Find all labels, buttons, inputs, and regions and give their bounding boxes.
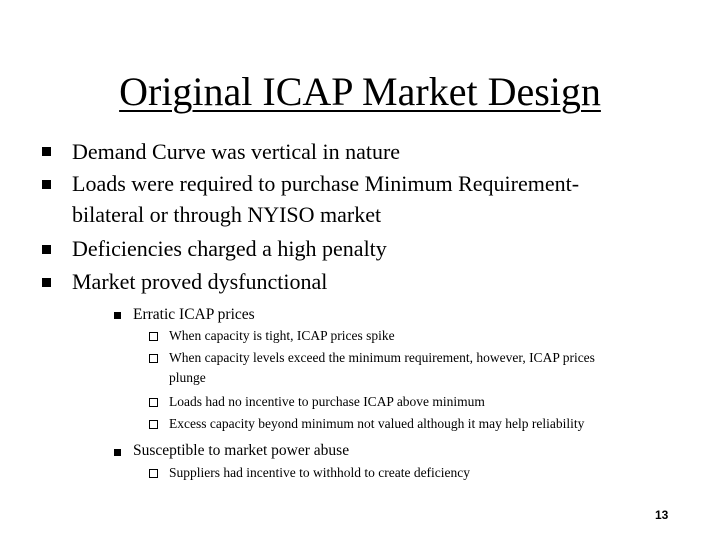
- hollow-square-icon: [149, 420, 158, 429]
- bullet-square-icon: [42, 147, 51, 156]
- sub-sub-bullet-text: Loads had no incentive to purchase ICAP above minimum: [169, 394, 485, 409]
- bullet-square-icon: [42, 180, 51, 189]
- sub-sub-bullet-text: Suppliers had incentive to withhold to create deficiency: [169, 465, 471, 480]
- hollow-square-icon: [149, 398, 158, 407]
- sub-bullet-square-icon: [114, 312, 121, 319]
- bullet-text: Market proved dysfunctional: [72, 269, 328, 294]
- bullet-square-icon: [42, 245, 51, 254]
- bullet-text: Loads were required to purchase Minimum Requirement-: [72, 171, 580, 196]
- sub-bullet-text: Susceptible to market power abuse: [133, 442, 350, 459]
- sub-sub-bullet-text: When capacity levels exceed the minimum requirement, however, ICAP prices: [169, 350, 595, 365]
- bullet-text-continuation: bilateral or through NYISO market: [72, 202, 382, 227]
- hollow-square-icon: [149, 354, 158, 363]
- sub-bullet-square-icon: [114, 449, 121, 456]
- bullet-text: Demand Curve was vertical in nature: [72, 139, 401, 164]
- bullet-text: Deficiencies charged a high penalty: [72, 236, 387, 261]
- hollow-square-icon: [149, 332, 158, 341]
- page-number: 13: [655, 508, 669, 522]
- sub-bullet-text: Erratic ICAP prices: [133, 306, 255, 323]
- bullet-square-icon: [42, 278, 51, 287]
- hollow-square-icon: [149, 469, 158, 478]
- sub-sub-bullet-text-continuation: plunge: [169, 370, 206, 385]
- sub-sub-bullet-text: Excess capacity beyond minimum not valued although it may help reliability: [169, 416, 585, 431]
- page-title: Original ICAP Market Design: [119, 69, 601, 114]
- sub-sub-bullet-text: When capacity is tight, ICAP prices spike: [169, 328, 395, 343]
